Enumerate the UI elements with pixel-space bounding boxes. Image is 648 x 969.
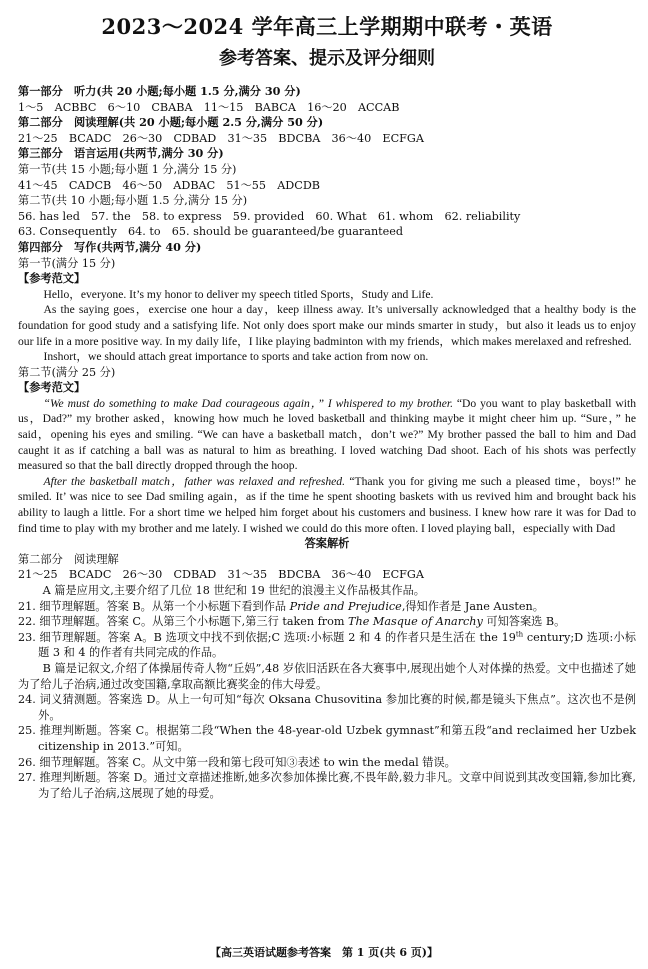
analysis-heading: 答案解析 [304, 536, 350, 551]
part3-section2-heading: 第二节(共 10 小题;每小题 1.5 分,满分 15 分) [18, 194, 248, 208]
essay2-paragraph-1 [18, 396, 636, 474]
part2-answers: 21～25 BCADC 26～30 CDBAD 31～35 BDCBA 36～40 ECFGA [18, 131, 424, 145]
essay1-paragraph-2: As the saying goes，exercise one hour a day，keep illness away. It’s universally acknowledged that a healthy body is the foundation for good study and a satisfying life. Not only does sport make our minds smarter in study，but also it leads us to enjoy our life in a more positive way. In my daily life，I like playing badminton with my friends，which makes merelaxed and refreshed. [18, 303, 636, 348]
analysis-part-heading: 第二部分 阅读理解 [18, 552, 119, 566]
essay1-paragraph-3: Inshort，we should attach great importance to sports and take action from now on. [43, 350, 429, 364]
q23-superscript: th [515, 630, 524, 639]
essay2-p2-body: “Thank you for giving me such a pleased time，boys!” he smiled. It’ was nice to see Dad smiling again，as if the time he spent shooting baskets with us revived him and brought back his ability to laugh a little. For a short time we helped him forget about his customers and business. I knew how rare it was for Dad to find time to play with my brother and me lately. I wished we could do this more often. I loved playing ball，especially with Dad [18, 474, 636, 535]
essay2-p1-body: “Do you want to play basketball with us，Dad?” my brother asked，knowing how much he loved basketball and thinking maybe it might cheer him up. “Sure，” he said，opening his eyes and smiling. “We can have a basketball match，don’t we?” My brother passed the ball to him and Dad caught it as if catching a ball was as natural to him as breathing. I loved watching Dad shoot. Each of his shots was perfectly measured so that the ball directly dropped through the hoop. [18, 396, 637, 473]
q23-text-end: century;D 选项:小标题 3 和 4 的作者有共同完成的作品。 [38, 630, 636, 660]
q23-text: 23. 细节理解题。答案 A。B 选项文中找不到依据;C 选项:小标题 2 和 4 的作者只是生活在 the 19 [18, 630, 516, 644]
q21-text-end: ,得知作者是 Jane Austen。 [401, 599, 544, 613]
sample-essay-label-1: 【参考范文】 [18, 271, 86, 286]
passage-a-intro: A 篇是应用文,主要介绍了几位 18 世纪和 19 世纪的浪漫主义作品极其作品。 [42, 584, 425, 597]
question-23 [18, 630, 636, 661]
part4-heading: 第四部分 写作(共两节,满分 40 分) [18, 239, 202, 254]
question-27: 27. 推理判断题。答案 D。通过文章描述推断,她多次参加体操比赛,不畏年龄,毅力非凡。文章中间说到其改变国籍,参加比赛,为了给儿子治病,这展现了她的母爱。 [18, 771, 636, 800]
part3-section2-answers-line2: 63. Consequently 64. to 65. should be guaranteed/be guaranteed [18, 225, 404, 239]
q21-book-title: Pride and Prejudice [289, 599, 402, 613]
page-subtitle: 参考答案、提示及评分细则 [219, 48, 435, 69]
analysis-answers: 21～25 BCADC 26～30 CDBAD 31～35 BDCBA 36～40 ECFGA [18, 568, 424, 582]
part2-heading: 第二部分 阅读理解(共 20 小题;每小题 2.5 分,满分 50 分) [18, 115, 324, 130]
sample-essay-label-2: 【参考范文】 [18, 380, 86, 395]
part3-heading: 第三部分 语言运用(共两节,满分 30 分) [18, 146, 224, 161]
part1-answers: 1～5 ACBBC 6～10 CBABA 11～15 BABCA 16～20 ACCAB [18, 100, 400, 114]
question-21 [18, 599, 636, 615]
part3-section1-heading: 第一节(共 15 小题;每小题 1 分,满分 15 分) [18, 162, 237, 176]
part3-section2-answers-line1: 56. has led 57. the 58. to express 59. provided 60. What 61. whom 62. reliability [18, 209, 521, 223]
essay2-paragraph-2 [18, 474, 636, 536]
part3-section1-answers: 41～45 CADCB 46～50 ADBAC 51～55 ADCDB [18, 178, 321, 192]
passage-b-intro: B 篇是记叙文,介绍了体操届传奇人物“丘妈”,48 岁依旧活跃在各大赛事中,展现出她个人对体操的热爱。文中也描述了她为了给儿子治病,通过改变国籍,拿取高额比赛奖金的伟大母爱。 [18, 661, 636, 691]
essay2-p2-opening: After the basketball match，father was relaxed and refreshed. [43, 474, 345, 488]
page-footer: 【高三英语试题参考答案 第 1 页(共 6 页)】 [209, 946, 439, 959]
q22-text: 22. 细节理解题。答案 C。从第三个小标题下,第三行 taken from [18, 615, 349, 629]
question-22 [18, 614, 636, 630]
part4-section2-heading: 第二节(满分 25 分) [18, 365, 116, 379]
question-25: 25. 推理判断题。答案 C。根据第二段“When the 48-year-old Uzbek gymnast”和第五段“and reclaimed her Uzbek citizenship in 2013.”可知。 [18, 724, 636, 753]
part1-heading: 第一部分 听力(共 20 小题;每小题 1.5 分,满分 30 分) [18, 84, 301, 98]
question-24: 24. 词义猜测题。答案选 D。从上一句可知“每次 Oksana Chusovitina 参加比赛的时候,都是镜头下焦点”。这次也不是例外。 [18, 693, 636, 722]
part4-section1-heading: 第一节(满分 15 分) [18, 256, 116, 270]
q22-text-end: 可知答案选 B。 [482, 615, 566, 629]
essay2-p1-opening: “We must do something to make Dad courageous again，” I whispered to my brother. [43, 396, 454, 410]
page-title: 2023～2024 学年高三上学期期中联考・英语 [101, 14, 553, 39]
q22-poem-title: The Masque of Anarchy [348, 615, 483, 629]
q21-text: 21. 细节理解题。答案 B。从第一个小标题下看到作品 [18, 599, 290, 613]
essay1-paragraph-1: Hello，everyone. It’s my honor to deliver my speech titled Sports，Study and Life. [43, 287, 434, 301]
question-26: 26. 细节理解题。答案 C。从文中第一段和第七段可知③表述 to win the medal 错误。 [18, 755, 456, 769]
